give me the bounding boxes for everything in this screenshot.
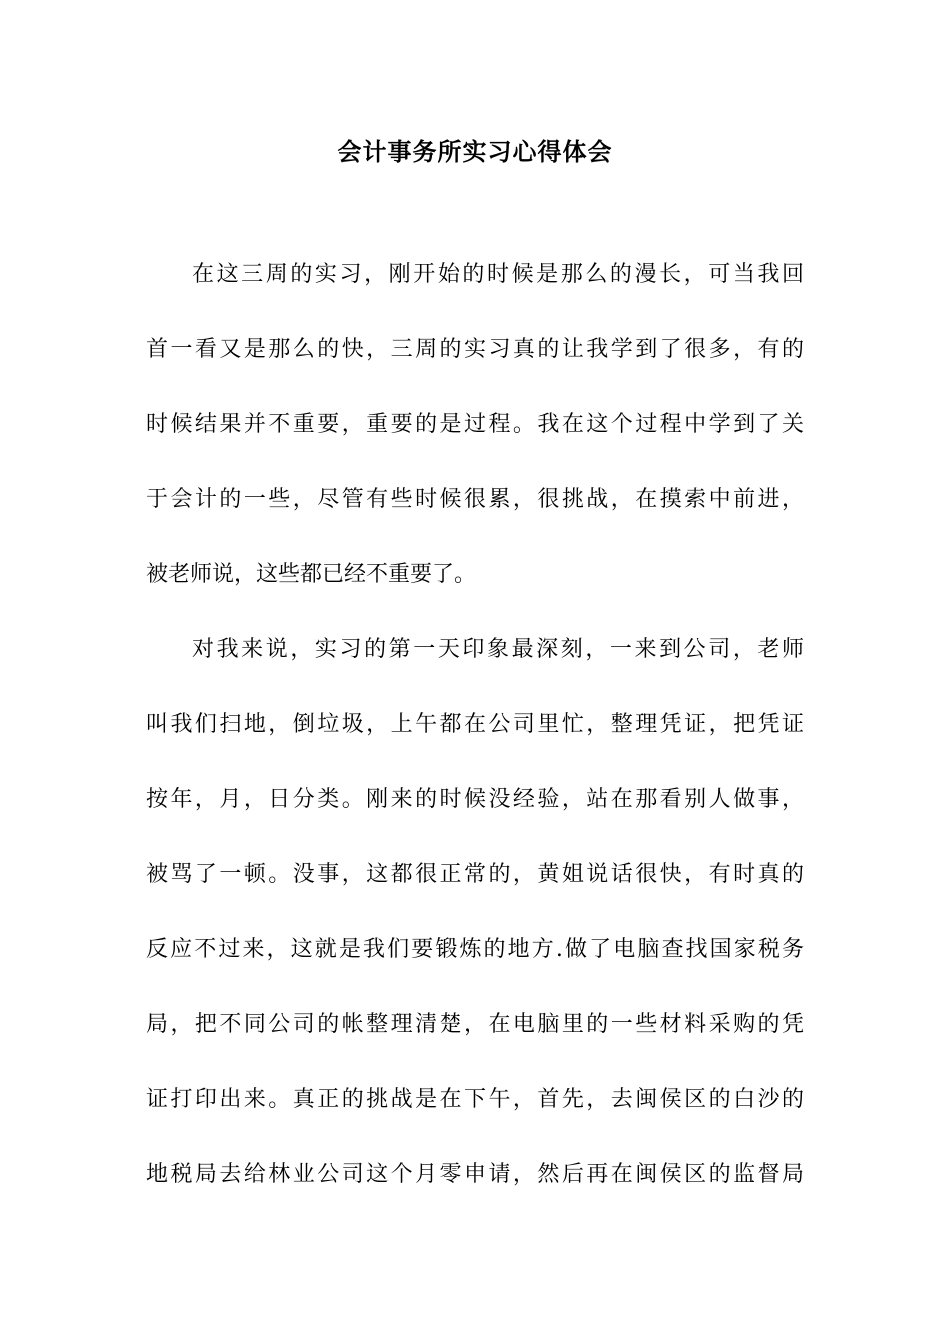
paragraph-2-line-8: 地税局去给林业公司这个月零申请，然后再在闽侯区的监督局: [146, 1162, 804, 1187]
paragraph-1-line-4: 于会计的一些，尽管有些时候很累，很挑战，在摸索中前进，: [146, 487, 804, 512]
paragraph-1-line-2: 首一看又是那么的快，三周的实习真的让我学到了很多，有的: [146, 337, 804, 362]
paragraph-2-line-7: 证打印出来。真正的挑战是在下午，首先，去闽侯区的白沙的: [146, 1087, 804, 1112]
paragraph-2-line-2: 叫我们扫地，倒垃圾，上午都在公司里忙，整理凭证，把凭证: [146, 712, 804, 737]
paragraph-2-line-1: 对我来说，实习的第一天印象最深刻，一来到公司，老师: [192, 637, 804, 662]
paragraph-1-line-5: 被老师说，这些都已经不重要了。: [146, 562, 477, 587]
document-body: [146, 255, 804, 1230]
paragraph-2-line-4: 被骂了一顿。没事，这都很正常的，黄姐说话很快，有时真的: [146, 862, 804, 887]
paragraph-1-line-1: 在这三周的实习，刚开始的时候是那么的漫长，可当我回: [192, 262, 804, 287]
paragraph-2-line-3: 按年，月，日分类。刚来的时候没经验，站在那看别人做事，: [146, 787, 804, 812]
paragraph-2-line-5: 反应不过来，这就是我们要锻炼的地方.做了电脑查找国家税务: [146, 937, 804, 962]
paragraph-1-line-3: 时候结果并不重要，重要的是过程。我在这个过程中学到了关: [146, 412, 804, 437]
paragraph-2-line-6: 局，把不同公司的帐整理清楚，在电脑里的一些材料采购的凭: [146, 1012, 804, 1037]
document-title: 会计事务所实习心得体会: [337, 137, 613, 166]
